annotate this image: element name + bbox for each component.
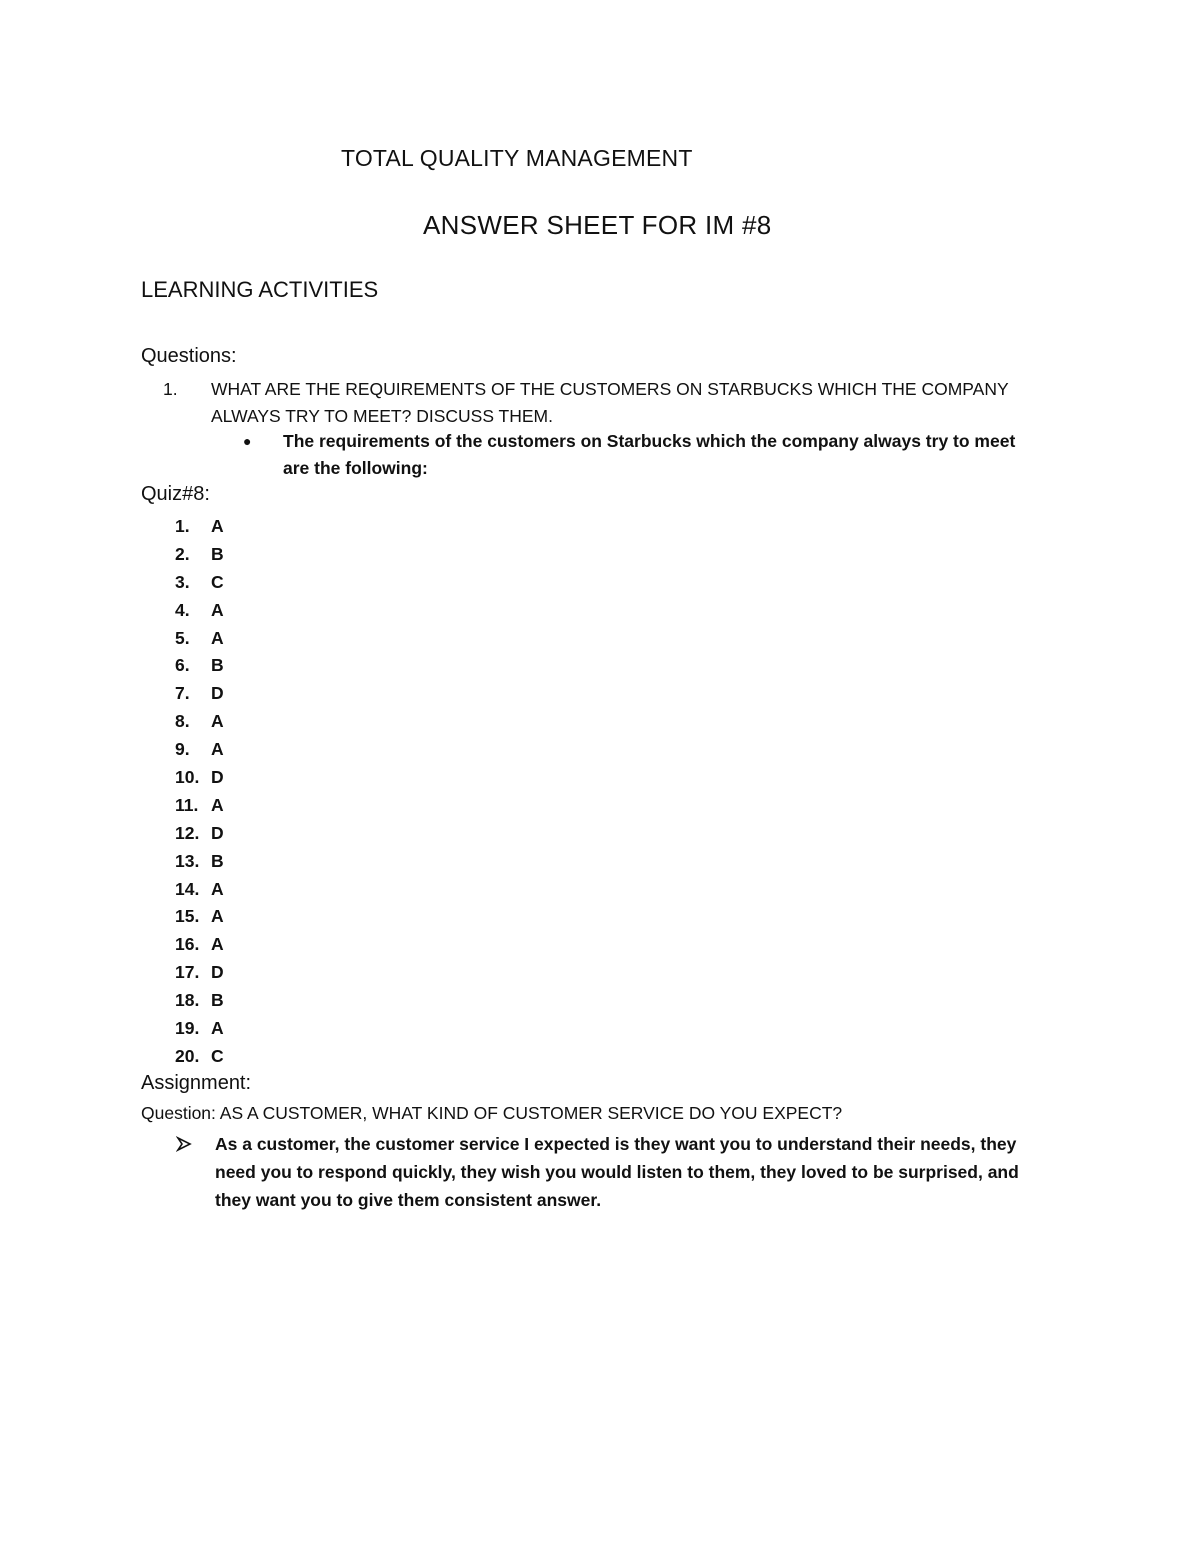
quiz-answer-letter: A bbox=[211, 516, 224, 536]
quiz-answer-number: 10. bbox=[175, 767, 200, 788]
quiz-answer-item bbox=[175, 959, 224, 987]
quiz-answer-number: 5. bbox=[175, 627, 190, 648]
quiz-answer-letter: C bbox=[211, 571, 224, 592]
quiz-answer-item bbox=[175, 1015, 224, 1043]
quiz-answer-letter: B bbox=[211, 655, 224, 676]
assignment-question: Question: AS A CUSTOMER, WHAT KIND OF CUSTOMER SERVICE DO YOU EXPECT? bbox=[141, 1103, 843, 1123]
quiz-answer-item bbox=[175, 652, 224, 680]
quiz-answer-number: 18. bbox=[175, 990, 200, 1011]
assignment-answer bbox=[176, 1130, 1056, 1214]
quiz-answer-number: 14. bbox=[175, 878, 200, 899]
assignment-answer-text: As a customer, the customer service I expected is they want you to understand their needs, they need you to respond quickly, they wish you would listen to them, they loved to be surprised, and they want you to give them consistent answer. bbox=[215, 1134, 1019, 1210]
quiz-answer-number: 13. bbox=[175, 850, 200, 871]
filled-circle-bullet-icon: ● bbox=[243, 433, 252, 449]
quiz-answer-letter: A bbox=[211, 599, 224, 620]
assignment-heading: Assignment: bbox=[141, 1072, 252, 1094]
quiz-answer-item bbox=[175, 820, 224, 848]
quiz-answer-item bbox=[175, 792, 224, 820]
quiz-answer-item bbox=[175, 764, 224, 792]
quiz-answer-letter: A bbox=[211, 627, 224, 648]
quiz-answer-number: 17. bbox=[175, 962, 200, 983]
quiz-answer-number: 4. bbox=[175, 599, 190, 620]
quiz-answer-item bbox=[175, 876, 224, 904]
quiz-answer-number: 2. bbox=[175, 543, 190, 564]
quiz-answer-number: 1. bbox=[175, 516, 190, 536]
quiz-answer-number: 20. bbox=[175, 1045, 200, 1066]
quiz-answer-number: 9. bbox=[175, 739, 190, 760]
quiz-answer-letter: B bbox=[211, 543, 224, 564]
quiz-answer-item bbox=[175, 513, 224, 541]
quiz-answer-item bbox=[175, 680, 224, 708]
quiz-answer-item bbox=[175, 736, 224, 764]
quiz-answer-item bbox=[175, 625, 224, 653]
quiz-answer-number: 12. bbox=[175, 822, 200, 843]
question-answer bbox=[243, 428, 1043, 482]
quiz-answer-item bbox=[175, 597, 224, 625]
quiz-answer-item bbox=[175, 848, 224, 876]
quiz-answer-letter: C bbox=[211, 1045, 224, 1066]
quiz-answer-item bbox=[175, 931, 224, 959]
quiz-heading: Quiz#8: bbox=[141, 483, 210, 505]
quiz-answer-item bbox=[175, 903, 224, 931]
quiz-answer-letter: D bbox=[211, 683, 224, 704]
quiz-answer-letter: A bbox=[211, 878, 224, 899]
quiz-answer-letter: D bbox=[211, 962, 224, 983]
quiz-answer-letter: A bbox=[211, 739, 224, 760]
learning-activities-heading: LEARNING ACTIVITIES bbox=[141, 277, 379, 302]
document-title: TOTAL QUALITY MANAGEMENT bbox=[341, 145, 693, 171]
quiz-answer-number: 3. bbox=[175, 571, 190, 592]
question-answer-text: The requirements of the customers on Starbucks which the company always try to meet are the following: bbox=[283, 431, 1016, 478]
quiz-answer-letter: A bbox=[211, 1018, 224, 1039]
quiz-answer-letter: B bbox=[211, 990, 224, 1011]
quiz-answer-item bbox=[175, 541, 224, 569]
quiz-answer-letter: D bbox=[211, 822, 224, 843]
quiz-answer-number: 11. bbox=[175, 794, 199, 815]
quiz-answer-list bbox=[175, 513, 224, 1071]
quiz-answer-letter: A bbox=[211, 906, 224, 927]
quiz-answer-item bbox=[175, 987, 224, 1015]
quiz-answer-number: 7. bbox=[175, 683, 190, 704]
question-item bbox=[163, 376, 1043, 430]
quiz-answer-number: 6. bbox=[175, 655, 190, 676]
document-subtitle: ANSWER SHEET FOR IM #8 bbox=[423, 210, 772, 240]
quiz-answer-number: 19. bbox=[175, 1018, 200, 1039]
quiz-answer-item bbox=[175, 1043, 224, 1071]
question-number: 1. bbox=[163, 379, 178, 399]
quiz-answer-letter: B bbox=[211, 850, 224, 871]
questions-heading: Questions: bbox=[141, 345, 237, 367]
quiz-answer-number: 16. bbox=[175, 934, 200, 955]
quiz-answer-letter: A bbox=[211, 794, 224, 815]
quiz-answer-number: 15. bbox=[175, 906, 200, 927]
quiz-answer-letter: A bbox=[211, 711, 224, 732]
quiz-answer-item bbox=[175, 708, 224, 736]
quiz-answer-letter: A bbox=[211, 934, 224, 955]
quiz-answer-item bbox=[175, 569, 224, 597]
quiz-answer-letter: D bbox=[211, 767, 224, 788]
question-text: WHAT ARE THE REQUIREMENTS OF THE CUSTOMERS ON STARBUCKS WHICH THE COMPANY ALWAYS TRY TO MEET? DISCUSS THEM. bbox=[211, 379, 1009, 426]
arrowhead-bullet-icon bbox=[176, 1130, 192, 1158]
quiz-answer-number: 8. bbox=[175, 711, 190, 732]
